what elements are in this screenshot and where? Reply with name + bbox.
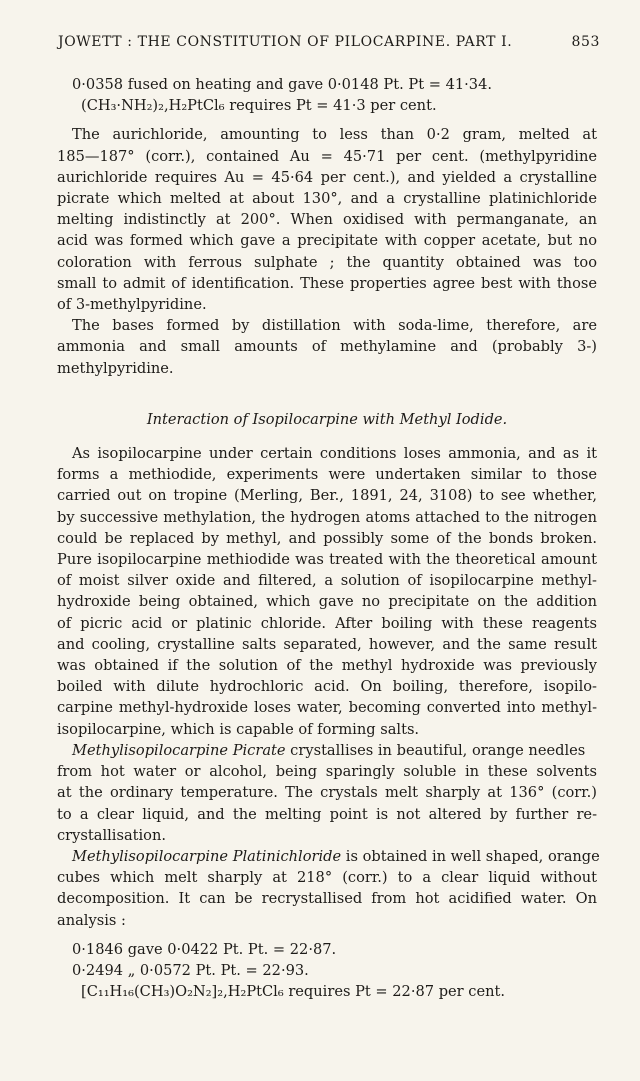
text-line: could be replaced by methyl, and possibly some of the bonds broken. (57, 529, 597, 547)
text-line: 185—187° (corr.), contained Au = 45·71 per cent. (methylpyridine (57, 147, 597, 165)
analysis-results (57, 939, 597, 1003)
text-line: carried out on tropine (Merling, Ber., 1891, 24, 3108) to see whether, (57, 487, 597, 505)
text-line: aurichloride requires Au = 45·64 per cent.), and yielded a crystalline (57, 168, 597, 186)
text-line: small to admit of identification. These properties agree best with those (57, 274, 597, 292)
paragraph-picrate (57, 740, 597, 846)
text-line: was obtained if the solution of the methyl hydroxide was previously (57, 657, 597, 675)
text-line: of 3-methylpyridine. (57, 296, 207, 314)
text-line: isopilocarpine, which is capable of forming salts. (57, 720, 420, 738)
text-line: picrate which melted at about 130°, and a crystalline platinichloride (57, 190, 597, 208)
text-line: The aurichloride, amounting to less than 0·2 gram, melted at (72, 126, 597, 144)
text-line: of picric acid or platinic chloride. After boiling with these reagents (57, 614, 597, 632)
text-run: crystallises in beautiful, orange needles (285, 741, 586, 759)
text-line: from hot water or alcohol, being sparingly soluble in these solvents (57, 763, 597, 781)
text-line: and cooling, crystalline salts separated, however, and the same result (57, 635, 597, 653)
analysis-line: [C₁₁H₁₆(CH₃)O₂N₂]₂,H₂PtCl₆ requires Pt = 22·87 per cent. (81, 983, 505, 1001)
text-line: to a clear liquid, and the melting point is not altered by further re- (57, 805, 597, 823)
text-line: Pure isopilocarpine methiodide was treated with the theoretical amount (57, 551, 597, 569)
paragraph-aurichloride (57, 124, 597, 315)
compound-name: Methylisopilocarpine Picrate (72, 741, 286, 759)
text-line: The bases formed by distillation with soda-lime, therefore, are (72, 317, 597, 335)
article-body (57, 74, 600, 1002)
paragraph-bases (57, 315, 597, 379)
text-line: hydroxide being obtained, which gave no precipitate on the addition (57, 593, 597, 611)
text-line: acid was formed which gave a precipitate with copper acetate, but no (57, 232, 597, 250)
text-line (57, 846, 600, 867)
text-line: coloration with ferrous sulphate ; the quantity obtained was too (57, 253, 597, 271)
text-line: cubes which melt sharply at 218° (corr.) to a clear liquid without (57, 869, 597, 887)
running-title: JOWETT : THE CONSTITUTION OF PILOCARPINE. PART I. (58, 34, 513, 50)
text-line: crystallisation. (57, 826, 166, 844)
text-line: of moist silver oxide and filtered, a solution of isopilocarpine methyl- (57, 572, 597, 590)
text-line: analysis : (57, 911, 126, 929)
text-line: 0·0358 fused on heating and gave 0·0148 Pt. Pt = 41·34. (72, 76, 492, 93)
text-line: (CH₃·NH₂)₂,H₂PtCl₆ requires Pt = 41·3 per cent. (81, 97, 437, 115)
platinum-result (57, 74, 597, 116)
section-heading: Interaction of Isopilocarpine with Methyl Iodide. (146, 410, 508, 428)
text-line: boiled with dilute hydrochloric acid. On boiling, therefore, isopilo- (57, 678, 597, 696)
compound-name: Methylisopilocarpine Platinichloride (72, 847, 342, 865)
text-line: decomposition. It can be recrystallised from hot acidified water. On (57, 890, 597, 908)
text-run: is obtained in well shaped, orange (341, 847, 600, 865)
text-line: by successive methylation, the hydrogen atoms attached to the nitrogen (57, 508, 597, 526)
analysis-line: 0·2494 „ 0·0572 Pt. Pt. = 22·93. (72, 961, 309, 979)
text-line: As isopilocarpine under certain conditions loses ammonia, and as it (72, 445, 597, 463)
page-number: 853 (571, 34, 600, 50)
text-line: melting indistinctly at 200°. When oxidised with permanganate, an (57, 211, 597, 229)
text-line: forms a methiodide, experiments were undertaken similar to those (57, 466, 597, 484)
analysis-line: 0·1846 gave 0·0422 Pt. Pt. = 22·87. (72, 940, 337, 958)
text-line: carpine methyl-hydroxide loses water, becoming converted into methyl- (57, 699, 597, 717)
text-line: ammonia and small amounts of methylamine and (probably 3-) (57, 338, 597, 356)
running-header (58, 34, 600, 50)
paragraph-methylation (57, 443, 597, 740)
text-line (57, 740, 597, 761)
text-line: at the ordinary temperature. The crystals melt sharply at 136° (corr.) (57, 784, 597, 802)
paragraph-platinichloride (57, 846, 600, 931)
text-line: methylpyridine. (57, 359, 174, 377)
